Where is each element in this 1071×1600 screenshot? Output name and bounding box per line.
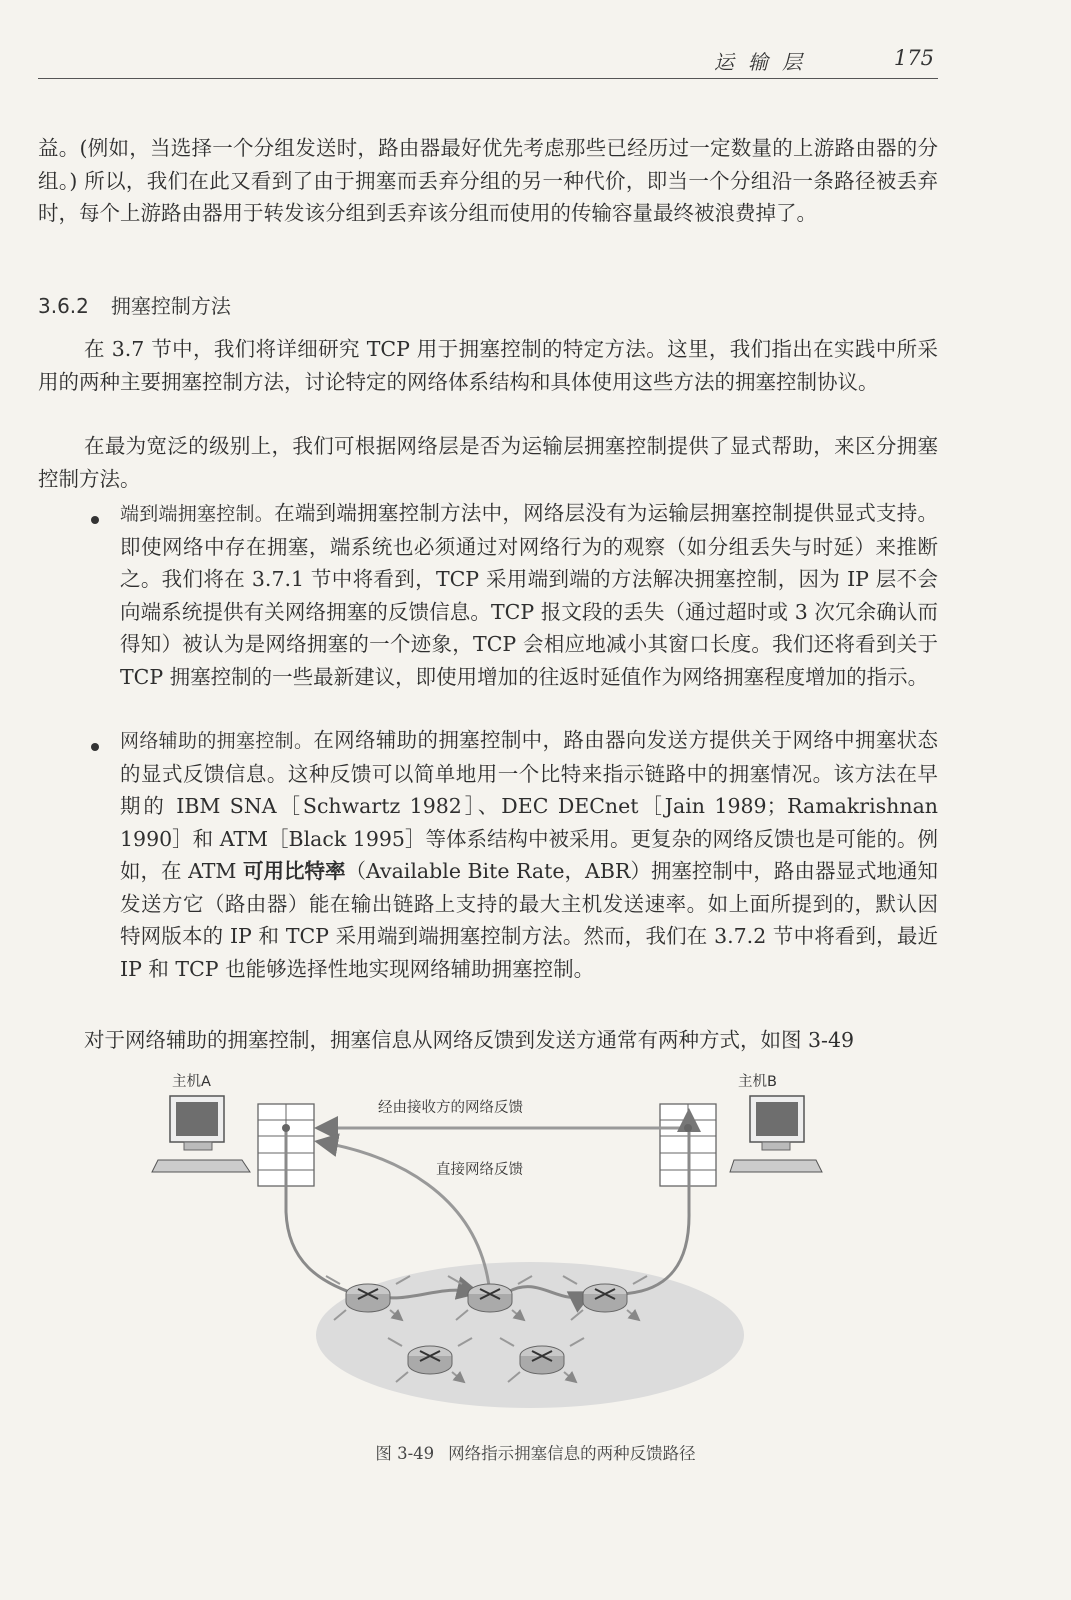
via-receiver-label: 经由接收方的网络反馈 xyxy=(378,1100,523,1116)
direct-feedback-label: 直接网络反馈 xyxy=(436,1162,523,1178)
figure-3-49 xyxy=(150,1062,940,1422)
network-cloud xyxy=(316,1262,744,1408)
buffer-dot xyxy=(684,1124,692,1132)
bullet-network-assisted xyxy=(120,724,938,985)
host-b-computer-icon xyxy=(730,1096,822,1172)
body-paragraph-1: 在 3.7 节中，我们将详细研究 TCP 用于拥塞控制的特定方法。这里，我们指出在实践中所采用的两种主要拥塞控制方法，讨论特定的网络体系结构和具体使用这些方法的拥塞控制协议。 xyxy=(38,337,938,394)
bullet-text: 在端到端拥塞控制方法中，网络层没有为运输层拥塞控制提供显式支持。即使网络中存在拥塞，端系统也必须通过对网络行为的观察（如分组丢失与时延）来推断之。我们将在 3.7.1 节中将看到，TCP 采用端到端的方法解决拥塞控制，因为 IP 层不会向端系统提供有关网络拥塞的反馈信息。TCP 报文段的丢失（通过超时或 3 次冗余确认而得知）被认为是网络拥塞的一个迹象，TCP 会相应地减小其窗口长度。我们还将看到关于 TCP 拥塞控制的一些最新建议，即使用增加的往返时延值作为网络拥塞程度增加的指示。 xyxy=(120,501,938,689)
running-header-section: 运输层 xyxy=(714,50,816,74)
buffer-dot xyxy=(282,1124,290,1132)
section-heading xyxy=(38,290,231,319)
section-title: 拥塞控制方法 xyxy=(110,294,231,318)
figure-number: 图 3-49 xyxy=(375,1444,435,1463)
host-a-computer-icon xyxy=(152,1096,250,1172)
host-b-label: 主机B xyxy=(738,1074,777,1090)
closing-paragraph: 对于网络辅助的拥塞控制，拥塞信息从网络反馈到发送方通常有两种方式，如图 3-49 xyxy=(84,1028,855,1052)
section-number: 3.6.2 xyxy=(38,294,89,318)
bullet-term: 端到端拥塞控制。 xyxy=(120,503,275,525)
intro-paragraph: 益。(例如，当选择一个分组发送时，路由器最好优先考虑那些已经历过一定数量的上游路由器的分组。) 所以，我们在此又看到了由于拥塞而丢弃分组的另一种代价，即当一个分组沿一条路径被丢弃时，每个上游路由器用于转发该分组到丢弃该分组而使用的传输容量最终被浪费掉了。 xyxy=(38,136,938,225)
bullet-dot xyxy=(91,743,99,751)
bullet-text-after: （Available Bite Rate，ABR）拥塞控制中，路由器显式地通知发送方它（路由器）能在输出链路上支持的最大主机发送速率。如上面所提到的，默认因特网版本的 IP 和 TCP 采用端到端拥塞控制方法。然而，我们在 3.7.2 节中将看到，最近 IP 和 TCP 也能够选择性地实现网络辅助拥塞控制。 xyxy=(120,859,939,981)
bullet-term: 网络辅助的拥塞控制。 xyxy=(120,730,314,752)
bullet-end-to-end xyxy=(120,497,938,693)
bullet-text-before: 在网络辅助的拥塞控制中，路由器向发送方提供关于网络中拥塞状态的显式反馈信息。这种反馈可以简单地用一个比特来指示链路中的拥塞情况。该方法在早期的 IBM SNA［Schwartz 1982］、DEC DECnet［Jain 1989；Ramakrishnan 1990］和 ATM［Black 1995］等体系结构中被采用。更复杂的网络反馈也是可能的。例如，在 ATM xyxy=(120,728,938,883)
body-paragraph-2: 在最为宽泛的级别上，我们可根据网络层是否为运输层拥塞控制提供了显式帮助，来区分拥塞控制方法。 xyxy=(38,434,938,491)
running-header xyxy=(38,46,938,79)
figure-caption xyxy=(0,1440,1071,1464)
network-diagram xyxy=(150,1062,940,1422)
bullet-strong-term: 可用比特率 xyxy=(242,859,346,883)
page-number: 175 xyxy=(893,46,934,70)
figure-caption-text: 网络指示拥塞信息的两种反馈路径 xyxy=(448,1444,696,1463)
host-a-label: 主机A xyxy=(172,1074,211,1090)
bullet-dot xyxy=(91,516,99,524)
